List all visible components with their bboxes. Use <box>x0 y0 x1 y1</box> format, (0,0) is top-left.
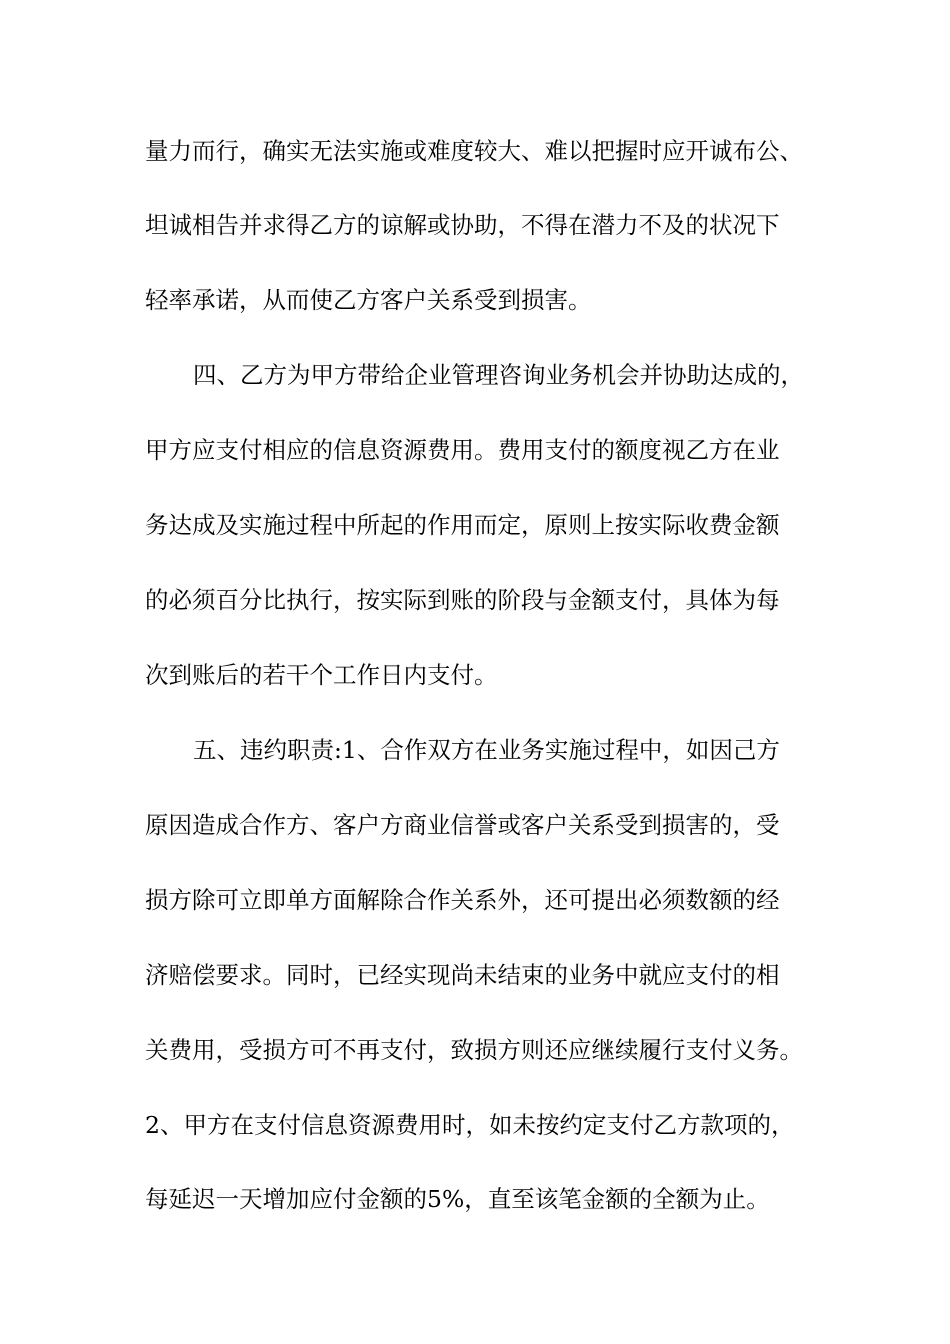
text-line-1: 量力而行，确实无法实施或难度较大、难以把握时应开诚布公、 <box>145 137 803 165</box>
text-line-7: 的必须百分比执行，按实际到账的阶段与金额支付，具体为每 <box>145 586 780 614</box>
text-line-14: 2、甲方在支付信息资源费用时，如未按约定支付乙方款项的， <box>145 1111 795 1139</box>
paragraph-four-first-line: 四、乙方为甲方带给企业管理咨询业务机会并协助达成的， <box>193 361 804 389</box>
text-line-6: 务达成及实施过程中所起的作用而定，原则上按实际收费金额 <box>145 511 780 539</box>
text-line-12: 济赔偿要求。同时，已经实现尚未结束的业务中就应支付的相 <box>145 961 780 989</box>
paragraph-five-first-line: 五、违约职责:1、合作双方在业务实施过程中，如因己方 <box>193 736 780 764</box>
text-line-8: 次到账后的若干个工作日内支付。 <box>145 661 498 689</box>
text-line-10: 原因造成合作方、客户方商业信誉或客户关系受到损害的，受 <box>145 811 780 839</box>
text-line-5: 甲方应支付相应的信息资源费用。费用支付的额度视乙方在业 <box>145 436 780 464</box>
text-line-3: 轻率承诺，从而使乙方客户关系受到损害。 <box>145 286 592 314</box>
text-line-13: 关费用，受损方可不再支付，致损方则还应继续履行支付义务。 <box>145 1036 803 1064</box>
text-line-15: 每延迟一天增加应付金额的5%，直至该笔金额的全额为止。 <box>145 1185 770 1213</box>
text-line-11: 损方除可立即单方面解除合作关系外，还可提出必须数额的经 <box>145 886 780 914</box>
text-line-2: 坦诚相告并求得乙方的谅解或协助，不得在潜力不及的状况下 <box>145 211 780 239</box>
